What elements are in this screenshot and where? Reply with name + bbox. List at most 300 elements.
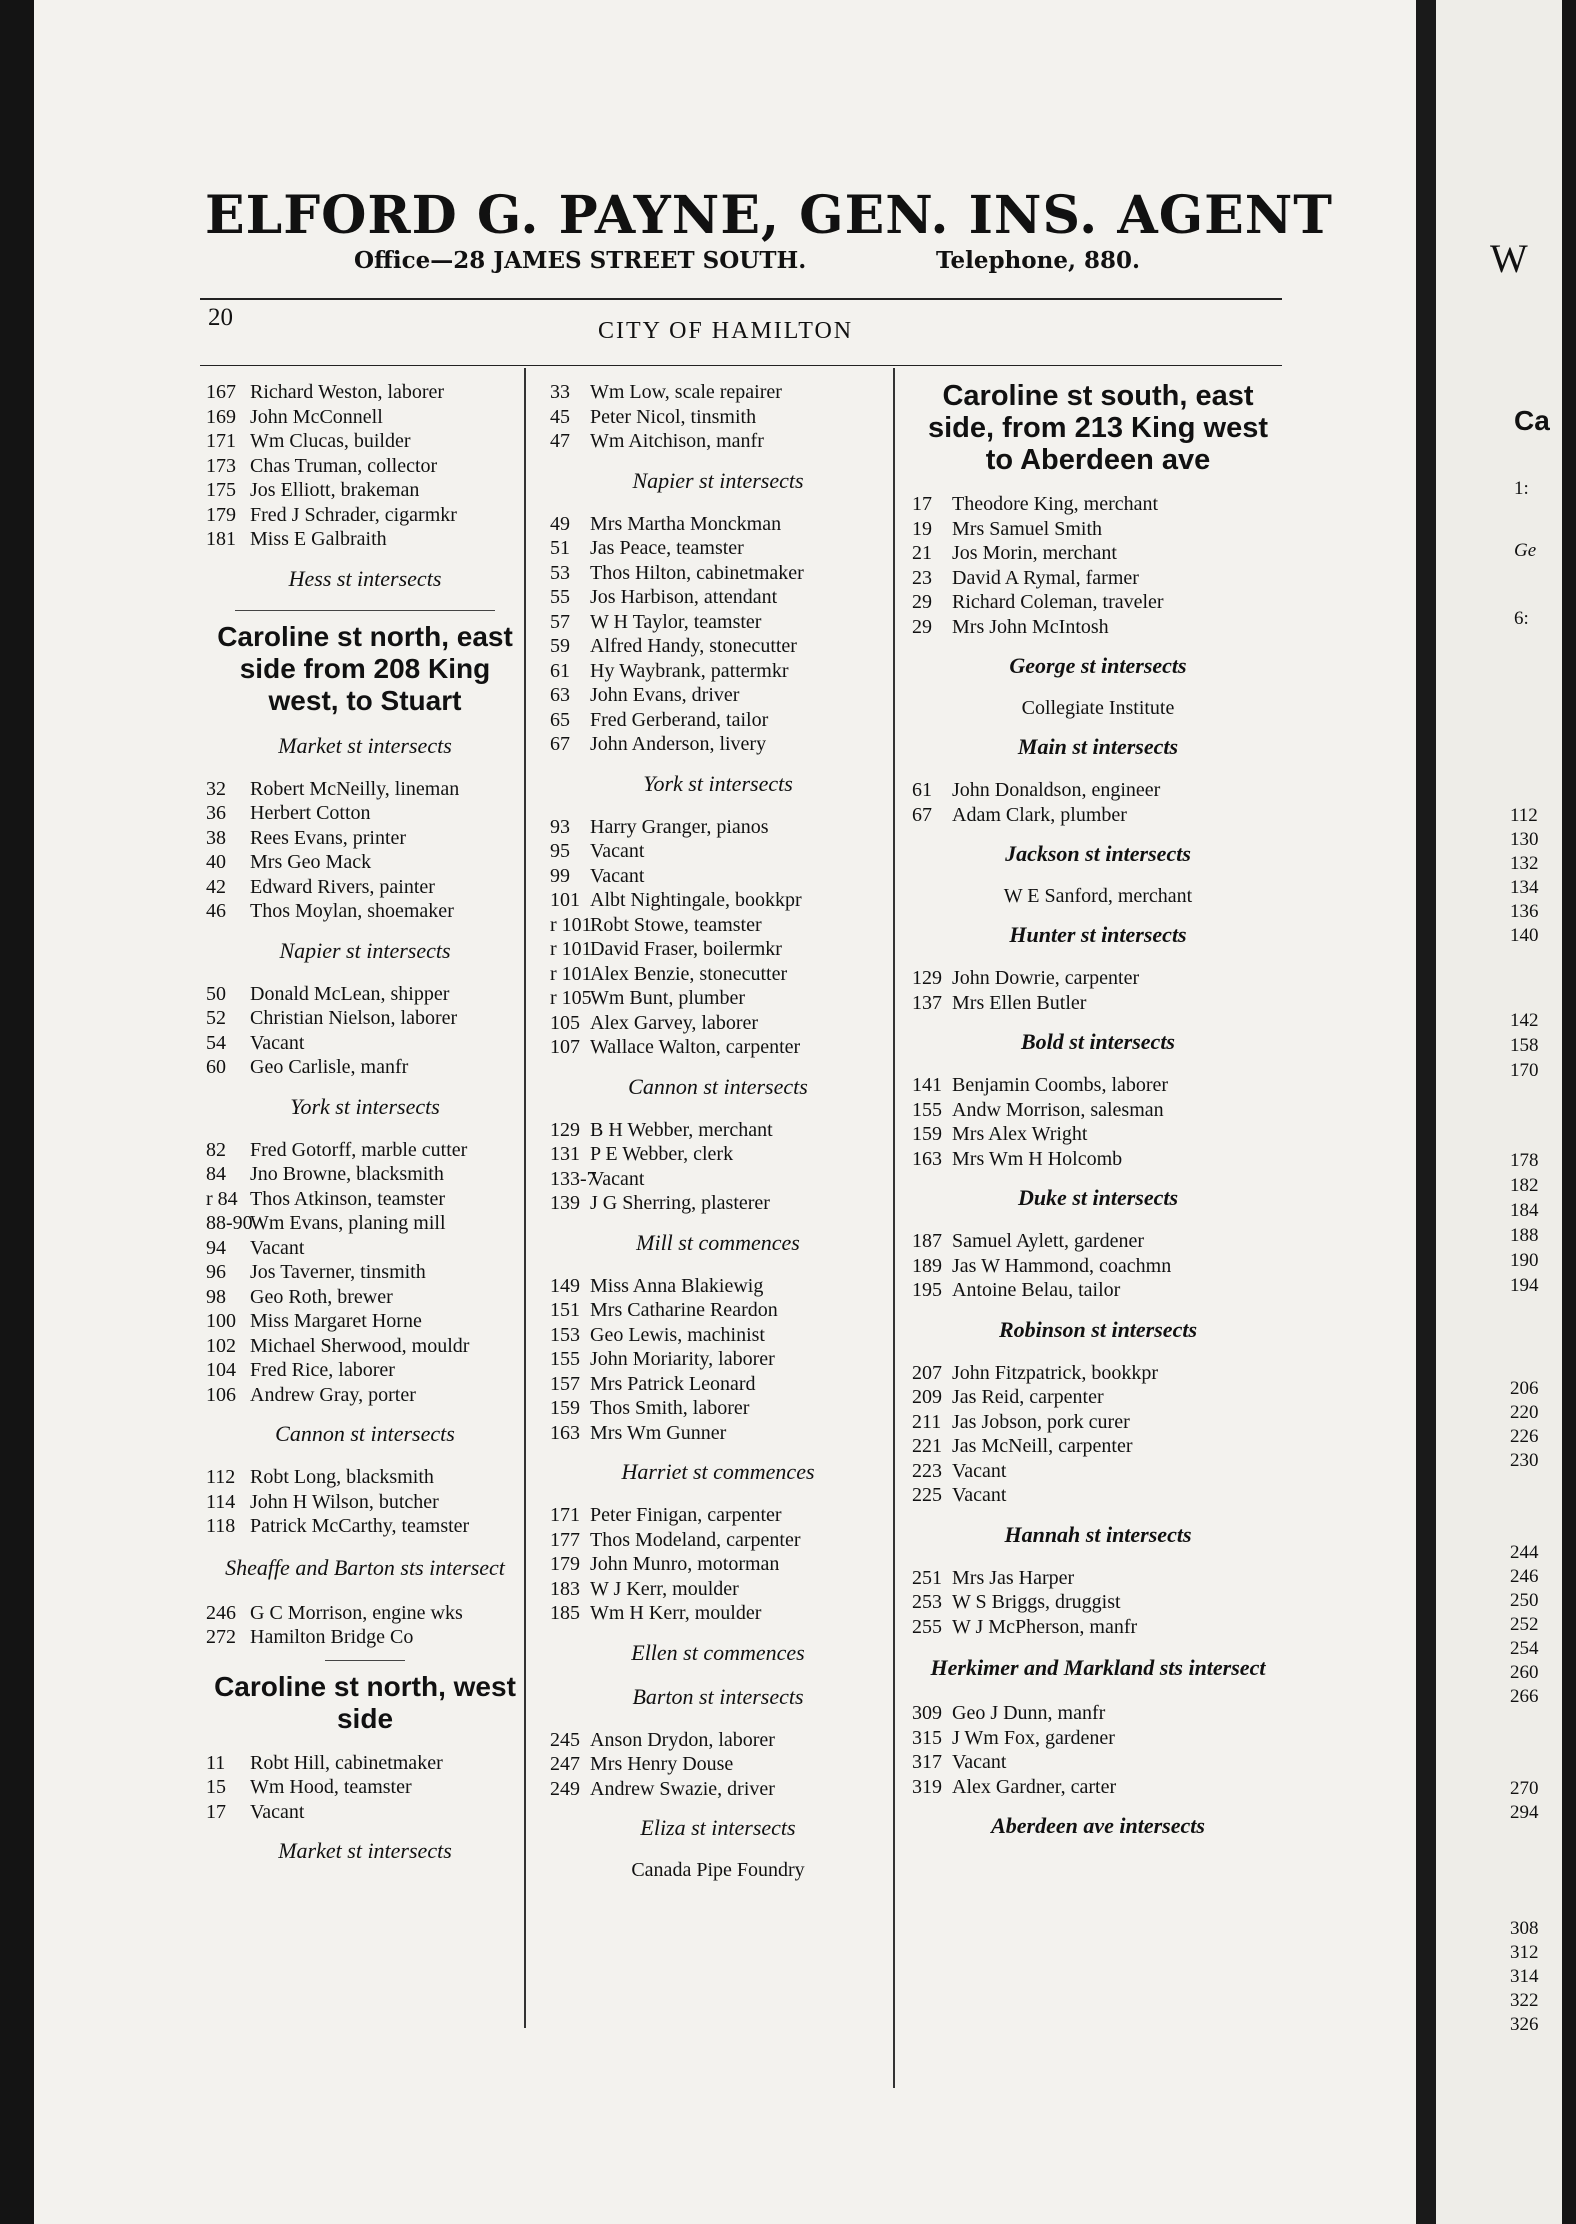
- entry-block: [206, 1465, 524, 1539]
- directory-entry: [206, 826, 524, 851]
- resident-name: Geo J Dunn, manfr: [952, 1702, 1106, 1724]
- directory-entry: [550, 937, 886, 962]
- house-number: 102: [206, 1334, 236, 1357]
- directory-entry: [550, 708, 886, 733]
- house-number: 93: [550, 815, 570, 838]
- directory-entry: [550, 1118, 886, 1143]
- resident-name: Jos Taverner, tinsmith: [250, 1261, 426, 1283]
- resident-name: W E Sanford, merchant: [1003, 885, 1193, 907]
- house-number: 157: [550, 1372, 580, 1395]
- entry-block: [206, 380, 524, 552]
- directory-entry: [206, 1601, 524, 1626]
- resident-name: Adam Clark, plumber: [952, 803, 1127, 826]
- directory-entry: [912, 966, 1284, 991]
- street-intersection: Cannon st intersects: [628, 1073, 808, 1099]
- resident-name: Samuel Aylett, gardener: [952, 1230, 1144, 1252]
- adjacent-page-fragment: 6:: [1514, 608, 1529, 629]
- directory-entry: [206, 1260, 524, 1285]
- resident-name: J Wm Fox, gardener: [952, 1726, 1115, 1749]
- house-number: 155: [550, 1348, 580, 1370]
- resident-name: G C Morrison, engine wks: [250, 1601, 463, 1624]
- entry-block: [912, 1229, 1284, 1303]
- directory-entry: [550, 1011, 886, 1036]
- resident-name: Hamilton Bridge Co: [250, 1626, 414, 1648]
- directory-entry: [550, 1372, 886, 1397]
- resident-name: Robt Hill, cabinetmaker: [250, 1751, 443, 1774]
- resident-name: Mrs Henry Douse: [590, 1753, 734, 1775]
- directory-entry: [206, 777, 524, 802]
- running-head: CITY OF HAMILTON: [598, 318, 854, 344]
- directory-entry: [912, 1147, 1284, 1172]
- directory-entry: [206, 850, 524, 875]
- resident-name: Jas Peace, teamster: [590, 537, 744, 559]
- directory-entry: [206, 1236, 524, 1261]
- directory-entry: [912, 803, 1284, 828]
- directory-entry: [206, 1625, 524, 1650]
- directory-entry: [550, 1421, 886, 1446]
- resident-name: Anson Drydon, laborer: [590, 1728, 775, 1751]
- house-number: 163: [912, 1147, 942, 1170]
- resident-name: Alex Benzie, stonecutter: [590, 962, 788, 985]
- house-number: r 105: [550, 987, 592, 1009]
- house-number: 223: [912, 1459, 942, 1482]
- adjacent-page-fragment: 132: [1510, 853, 1539, 874]
- house-number: 50: [206, 982, 226, 1005]
- resident-name: Richard Weston, laborer: [250, 381, 445, 403]
- entry-block: [912, 966, 1284, 1015]
- house-number: r 101: [550, 938, 592, 960]
- resident-name: Vacant: [250, 1236, 305, 1259]
- directory-entry: [912, 1254, 1284, 1279]
- directory-entry: [912, 1750, 1284, 1775]
- house-number: 309: [912, 1702, 942, 1724]
- directory-entry: [550, 1347, 886, 1372]
- resident-name: Vacant: [250, 1031, 305, 1054]
- street-intersection: George st intersects: [1009, 653, 1187, 678]
- resident-name: Patrick McCarthy, teamster: [250, 1515, 470, 1537]
- resident-name: Fred J Schrader, cigarmkr: [250, 503, 457, 526]
- entry-block: [206, 1601, 524, 1650]
- house-number: 101: [550, 889, 580, 911]
- house-number: 169: [206, 405, 236, 428]
- street-intersection: Harriet st commences: [621, 1459, 815, 1484]
- street-intersection: Napier st intersects: [632, 467, 804, 493]
- house-number: 131: [550, 1143, 580, 1165]
- directory-entry: [550, 962, 886, 987]
- street-intersection: Market st intersects: [278, 1838, 452, 1863]
- house-number: 183: [550, 1577, 580, 1600]
- house-number: 106: [206, 1383, 236, 1406]
- directory-entry: [912, 1434, 1284, 1459]
- scan-edge: [1562, 0, 1576, 2224]
- directory-entry: [206, 380, 524, 405]
- house-number: 19: [912, 517, 932, 540]
- house-number: 211: [912, 1410, 942, 1433]
- resident-name: Geo Carlisle, manfr: [250, 1056, 409, 1078]
- resident-name: Jas Reid, carpenter: [952, 1386, 1104, 1408]
- house-number: 107: [550, 1036, 580, 1058]
- directory-entry: [550, 683, 886, 708]
- house-number: 95: [550, 840, 570, 862]
- street-intersection: Herkimer and Markland sts intersect: [930, 1655, 1266, 1680]
- directory-entry: [550, 1167, 886, 1192]
- directory-entry: [550, 913, 886, 938]
- resident-name: Thos Moylan, shoemaker: [250, 900, 454, 922]
- street-intersection: Barton st intersects: [632, 1683, 804, 1709]
- resident-name: John Moriarity, laborer: [590, 1348, 775, 1370]
- house-number: 53: [550, 561, 570, 584]
- resident-name: Wm Aitchison, manfr: [590, 430, 764, 452]
- house-number: 47: [550, 430, 570, 452]
- column-1: [206, 380, 524, 1882]
- adjacent-page-fragment: W: [1490, 236, 1528, 281]
- directory-entry: [206, 1138, 524, 1163]
- adjacent-page-fragment: 270: [1510, 1778, 1539, 1799]
- directory-entry: [550, 1503, 886, 1528]
- directory-entry: [206, 899, 524, 924]
- house-number: 225: [912, 1484, 942, 1506]
- resident-name: Hy Waybrank, pattermkr: [590, 659, 789, 682]
- house-number: 189: [912, 1254, 942, 1277]
- directory-entry: [206, 1514, 524, 1539]
- resident-name: Thos Modeland, carpenter: [590, 1528, 801, 1551]
- directory-entry: [206, 801, 524, 826]
- house-number: 249: [550, 1777, 580, 1800]
- directory-entry: [550, 1298, 886, 1323]
- adjacent-page-fragment: 182: [1510, 1175, 1539, 1196]
- street-intersection: Robinson st intersects: [998, 1316, 1198, 1342]
- house-number: 151: [550, 1299, 580, 1321]
- adjacent-page-fragment: Ca: [1514, 405, 1550, 436]
- street-intersection: Main st intersects: [1017, 734, 1179, 759]
- house-number: 45: [550, 405, 570, 428]
- column-divider-2: [893, 368, 895, 2088]
- directory-entry: [206, 429, 524, 454]
- directory-entry: [206, 1383, 524, 1408]
- resident-name: Wm Low, scale repairer: [590, 381, 782, 403]
- resident-name: Vacant: [250, 1800, 305, 1823]
- adjacent-page-fragment: 170: [1510, 1060, 1539, 1081]
- directory-entry: [912, 1615, 1284, 1640]
- column-divider-1: [524, 368, 526, 2028]
- adjacent-page-fragment: 140: [1510, 925, 1539, 946]
- book-gutter: [1416, 0, 1436, 2224]
- resident-name: Donald McLean, shipper: [250, 982, 450, 1005]
- directory-entry: [550, 864, 886, 889]
- resident-name: David A Rymal, farmer: [952, 566, 1139, 589]
- directory-entry: [550, 732, 886, 757]
- street-intersection: Hunter st intersects: [1009, 922, 1187, 947]
- entry-block: [912, 1073, 1284, 1171]
- resident-name: Alex Garvey, laborer: [590, 1011, 759, 1034]
- house-number: 319: [912, 1775, 942, 1798]
- street-heading: Caroline st north, east side from 208 King west, to Stuart: [217, 620, 513, 716]
- street-intersection: Hess st intersects: [288, 565, 442, 591]
- advertisement-title: ELFORD G. PAYNE, GEN. INS. AGENT: [205, 185, 1333, 246]
- adjacent-page-fragment: 134: [1510, 877, 1539, 898]
- resident-name: Wallace Walton, carpenter: [590, 1036, 801, 1058]
- adjacent-page-fragment: Ge: [1514, 540, 1537, 561]
- directory-entry: [912, 590, 1284, 615]
- resident-name: W H Taylor, teamster: [590, 610, 762, 633]
- house-number: 98: [206, 1285, 226, 1308]
- directory-entry: [550, 1142, 886, 1167]
- street-intersection: Mill st commences: [636, 1229, 800, 1255]
- house-number: 54: [206, 1031, 226, 1054]
- street-heading: Caroline st north, west side: [214, 1670, 516, 1734]
- resident-name: John Dowrie, carpenter: [952, 967, 1140, 989]
- directory-entry: [550, 1552, 886, 1577]
- house-number: 159: [912, 1123, 942, 1145]
- resident-name: Vacant: [590, 840, 645, 862]
- adjacent-page-fragment: 250: [1510, 1590, 1539, 1611]
- house-number: 15: [206, 1776, 226, 1798]
- directory-entry: [206, 503, 524, 528]
- entry-block: [550, 815, 886, 1060]
- resident-name: Vacant: [590, 1167, 645, 1190]
- resident-name: Wm Clucas, builder: [250, 430, 411, 452]
- directory-entry: [206, 1309, 524, 1334]
- advertisement-telephone: Telephone, 880.: [936, 247, 1141, 274]
- house-number: 67: [912, 803, 932, 826]
- street-intersection: Aberdeen ave intersects: [991, 1813, 1205, 1838]
- resident-name: Vacant: [590, 864, 645, 887]
- adjacent-page-fragment: 312: [1510, 1942, 1539, 1963]
- advertisement-office: Office—28 JAMES STREET SOUTH.: [354, 247, 807, 274]
- header-rule: [200, 298, 1282, 300]
- house-number: 173: [206, 454, 236, 477]
- directory-entry: [912, 566, 1284, 591]
- house-number: 159: [550, 1397, 580, 1419]
- house-number: 118: [206, 1515, 236, 1537]
- adjacent-page-edge: [1436, 0, 1576, 2224]
- house-number: 181: [206, 528, 236, 550]
- directory-entry: [912, 517, 1284, 542]
- resident-name: Fred Gerberand, tailor: [590, 708, 769, 731]
- house-number: 195: [912, 1279, 942, 1301]
- directory-entry: [206, 1285, 524, 1310]
- entry-block: [550, 1118, 886, 1216]
- directory-entry: [912, 1385, 1284, 1410]
- directory-entry: [550, 659, 886, 684]
- house-number: 177: [550, 1528, 580, 1551]
- resident-name: Wm Hood, teamster: [250, 1776, 412, 1798]
- street-intersection: Jackson st intersects: [1005, 841, 1191, 866]
- directory-entry: [912, 492, 1284, 517]
- street-intersection: York st intersects: [290, 1093, 440, 1119]
- directory-entry: [206, 478, 524, 503]
- resident-name: Mrs Wm Gunner: [590, 1421, 727, 1444]
- resident-name: Fred Rice, laborer: [250, 1359, 395, 1381]
- resident-name: John Fitzpatrick, bookkpr: [952, 1361, 1159, 1384]
- resident-name: Antoine Belau, tailor: [952, 1279, 1121, 1301]
- resident-name: Wm Evans, planing mill: [250, 1212, 446, 1234]
- directory-entry: [206, 875, 524, 900]
- resident-name: Geo Lewis, machinist: [590, 1323, 765, 1346]
- resident-name: Geo Roth, brewer: [250, 1285, 393, 1308]
- directory-entry: [550, 1577, 886, 1602]
- directory-entry: [912, 1566, 1284, 1591]
- house-number: 246: [206, 1601, 236, 1624]
- adjacent-page-fragment: 190: [1510, 1250, 1539, 1271]
- adjacent-page-fragment: 206: [1510, 1378, 1539, 1399]
- entry-block: [550, 512, 886, 757]
- house-number: 171: [550, 1504, 580, 1526]
- adjacent-page-fragment: 188: [1510, 1225, 1539, 1246]
- directory-entry: [912, 1278, 1284, 1303]
- resident-name: David Fraser, boilermkr: [590, 938, 782, 960]
- resident-name: Thos Hilton, cabinetmaker: [590, 561, 804, 584]
- resident-name: Benjamin Coombs, laborer: [952, 1074, 1169, 1096]
- section-rule: [325, 1660, 405, 1661]
- directory-entry: [206, 1358, 524, 1383]
- house-number: 137: [912, 991, 942, 1014]
- resident-name: Jas W Hammond, coachmn: [952, 1254, 1172, 1277]
- directory-entry: [206, 1187, 524, 1212]
- house-number: 153: [550, 1323, 580, 1346]
- resident-name: Mrs Patrick Leonard: [590, 1372, 756, 1395]
- resident-name: Robt Long, blacksmith: [250, 1466, 434, 1488]
- directory-entry: [550, 634, 886, 659]
- house-number: 129: [550, 1118, 580, 1141]
- resident-name: Jno Browne, blacksmith: [250, 1163, 444, 1185]
- directory-entry: [912, 1590, 1284, 1615]
- resident-name: P E Webber, clerk: [590, 1143, 734, 1165]
- directory-entry: [206, 1334, 524, 1359]
- house-number: 253: [912, 1591, 942, 1613]
- resident-name: Edward Rivers, painter: [250, 875, 435, 898]
- resident-name: Mrs Martha Monckman: [590, 512, 782, 535]
- institution-name: Collegiate Institute: [1021, 697, 1175, 719]
- house-number: 59: [550, 635, 570, 657]
- house-number: 317: [912, 1751, 942, 1773]
- directory-entry: [550, 536, 886, 561]
- directory-entry: [550, 815, 886, 840]
- resident-name: Jos Harbison, attendant: [590, 586, 778, 608]
- resident-name: Christian Nielson, laborer: [250, 1007, 458, 1029]
- house-number: 96: [206, 1261, 226, 1283]
- adjacent-page-fragment: 252: [1510, 1614, 1539, 1635]
- adjacent-page-fragment: 226: [1510, 1426, 1539, 1447]
- house-number: 40: [206, 851, 226, 873]
- street-intersection: Ellen st commences: [631, 1639, 805, 1665]
- directory-entry: [550, 512, 886, 537]
- resident-name: Jos Morin, merchant: [952, 542, 1117, 564]
- directory-entry: [550, 1396, 886, 1421]
- adjacent-page-fragment: 326: [1510, 2014, 1539, 2035]
- entry-block: [206, 1751, 524, 1825]
- street-intersection: Eliza st intersects: [640, 1815, 796, 1840]
- directory-entry: [912, 1483, 1284, 1508]
- directory-entry: [550, 405, 886, 430]
- resident-name: Albt Nightingale, bookkpr: [590, 889, 802, 911]
- house-number: 57: [550, 610, 570, 633]
- directory-entry: [912, 1701, 1284, 1726]
- entry-block: [912, 1701, 1284, 1799]
- entry-block: [912, 1566, 1284, 1640]
- resident-name: John Donaldson, engineer: [952, 779, 1161, 801]
- resident-name: Fred Gotorff, marble cutter: [250, 1138, 468, 1161]
- directory-entry: [912, 1775, 1284, 1800]
- house-number: 55: [550, 586, 570, 608]
- resident-name: Mrs Wm H Holcomb: [952, 1147, 1123, 1170]
- house-number: 155: [912, 1098, 942, 1121]
- page-number: 20: [208, 304, 233, 331]
- directory-entry: [206, 454, 524, 479]
- house-number: 29: [912, 591, 932, 613]
- entry-block: [912, 778, 1284, 827]
- resident-name: Andw Morrison, salesman: [952, 1098, 1164, 1121]
- entry-block: [206, 982, 524, 1080]
- directory-entry: [550, 1528, 886, 1553]
- house-number: 255: [912, 1615, 942, 1638]
- house-number: 114: [206, 1490, 236, 1513]
- resident-name: Richard Coleman, traveler: [952, 591, 1164, 613]
- directory-entry: [550, 429, 886, 454]
- house-number: 63: [550, 684, 570, 706]
- resident-name: Theodore King, merchant: [952, 493, 1159, 515]
- directory-entry: [550, 1777, 886, 1802]
- directory-entry: [206, 1465, 524, 1490]
- house-number: 272: [206, 1626, 236, 1648]
- adjacent-page-fragment: 246: [1510, 1566, 1539, 1587]
- resident-name: Jas Jobson, pork curer: [952, 1410, 1130, 1433]
- directory-entry: [206, 1775, 524, 1800]
- resident-name: Mrs Catharine Reardon: [590, 1299, 778, 1321]
- entry-block: [550, 380, 886, 454]
- street-intersection: Market st intersects: [278, 732, 452, 758]
- house-number: 42: [206, 875, 226, 898]
- adjacent-page-fragment: 158: [1510, 1035, 1539, 1056]
- resident-name: W S Briggs, druggist: [952, 1591, 1121, 1613]
- entry-block: [206, 1138, 524, 1408]
- directory-entry: [912, 1098, 1284, 1123]
- adjacent-page-fragment: 1:: [1514, 478, 1529, 499]
- house-number: 221: [912, 1435, 942, 1457]
- house-number: 179: [206, 503, 236, 526]
- resident-name: Mrs Samuel Smith: [952, 517, 1103, 540]
- house-number: 33: [550, 381, 570, 403]
- resident-name: Jas McNeill, carpenter: [952, 1435, 1133, 1457]
- resident-name: Andrew Swazie, driver: [590, 1777, 775, 1800]
- adjacent-page-fragment: 194: [1510, 1275, 1539, 1296]
- house-number: 46: [206, 900, 226, 922]
- house-number: r 84: [206, 1187, 238, 1210]
- resident-name: Alex Gardner, carter: [952, 1775, 1117, 1798]
- house-number: 88-90: [206, 1212, 253, 1234]
- adjacent-page-fragment: 230: [1510, 1450, 1539, 1471]
- house-number: 61: [912, 779, 932, 801]
- house-number: 207: [912, 1361, 942, 1384]
- house-number: 112: [206, 1466, 236, 1488]
- house-number: 52: [206, 1007, 226, 1029]
- adjacent-page-fragment: 184: [1510, 1200, 1539, 1221]
- entry-block: [206, 777, 524, 924]
- directory-entry: [912, 541, 1284, 566]
- resident-name: Thos Smith, laborer: [590, 1397, 750, 1419]
- directory-entry: [912, 1122, 1284, 1147]
- entry-block: [912, 492, 1284, 639]
- house-number: r 101: [550, 962, 592, 985]
- house-number: r 101: [550, 913, 592, 936]
- resident-name: Jos Elliott, brakeman: [250, 479, 420, 501]
- adjacent-page-fragment: 322: [1510, 1990, 1539, 2011]
- directory-entry: [550, 1601, 886, 1626]
- resident-name: Chas Truman, collector: [250, 454, 438, 477]
- house-number: 141: [912, 1074, 942, 1096]
- adjacent-page-fragment: 308: [1510, 1918, 1539, 1939]
- street-intersection: Hannah st intersects: [1004, 1521, 1192, 1547]
